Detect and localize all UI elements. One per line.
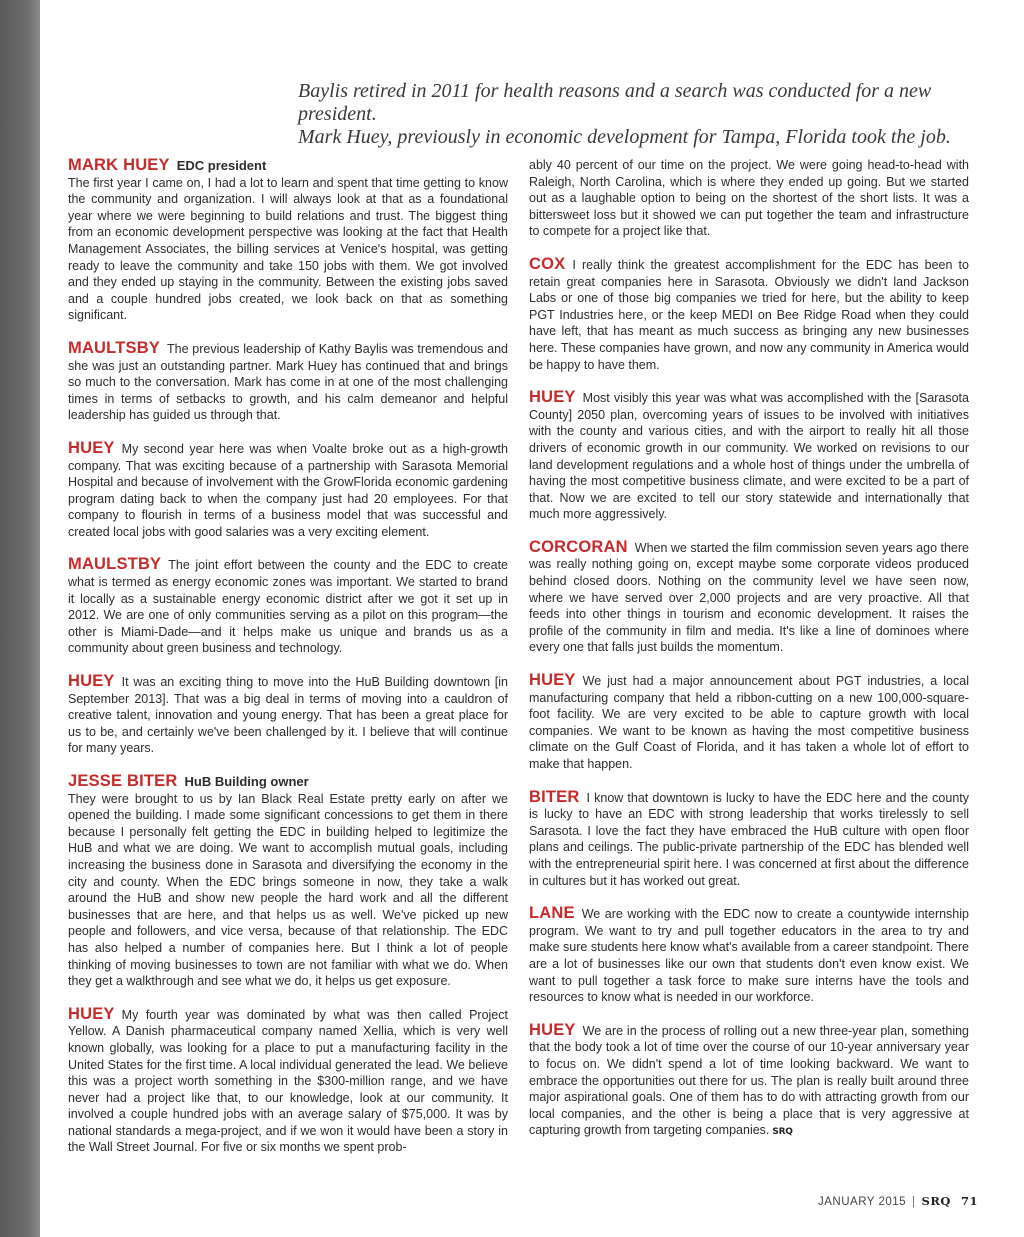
speaker-name: MAULTSBY [68,338,161,357]
left-column [68,157,508,1172]
quote-paragraph [529,389,969,523]
speaker-name: HUEY [529,388,576,407]
right-column [529,157,969,1157]
quote-paragraph [68,157,508,324]
speaker-role: EDC president [176,158,267,173]
paragraph-text: The previous leadership of Kathy Baylis was tremendous and she was just an outstanding partner. Mark Huey has continued that and brings so much to the conversation. Mark has come in at one of the most challenging times in terms of setbacks to growth, and his calm demeanor and helpful leadership has guided us through that. [68,341,508,423]
speaker-name: HUEY [529,1020,576,1039]
speaker-name: HUEY [529,671,576,690]
speaker-name: HUEY [68,672,115,691]
paragraph-text: The first year I came on, I had a lot to learn and spent that time getting to know the community and organization. I will always look at that as a foundational year where we were beginning to build relations and trust. The biggest thing from an economic development perspective was looking at the fact that Health Management Associates, the billing services at Venice's hospital, was getting ready to leave the community and take 150 jobs with them. We got involved and they ended up staying in the community. Between the existing jobs saved and a couple hundred jobs created, we look back on that as something significant. [68,175,508,323]
quote-paragraph [68,673,508,757]
paragraph-text: We are in the process of rolling out a new three-year plan, something that the body took a lot of time over the course of our 10-year anniversary year to focus on. We didn't spend a lot of time looking backward. We want to embrace the opportunities out there for us. The plan is really built around three major aspirational goals. One of them has to do with attracting growth from our local companies, and the other is being a place that is very aggressive at capturing growth from targeting companies. [529,1023,969,1138]
quote-paragraph [529,256,969,373]
speaker-name: CORCORAN [529,537,628,556]
paragraph-text: I really think the greatest accomplishment for the EDC has been to retain great companies here in Sarasota. Obviously we didn't land Jackson Labs or one of those big companies we tried for here, but the ability to keep PGT Industries here, or the keep MEDI on Bee Ridge Road when they could have left, that has meant as much success as bringing any new businesses here. These companies have grown, and now any community in America would be happy to have them. [529,257,969,372]
paragraph-text: It was an exciting thing to move into the HuB Building downtown [in September 2013]. That was a big deal in terms of moving into a cauldron of creative talent, innovation and young energy. That has been a great place for us to be, and certainly we've been challenged by it. I believe that will continue for many years. [68,675,508,756]
quote-paragraph [529,672,969,773]
quote-paragraph [68,340,508,424]
end-mark-logo: SRQ [772,1127,793,1138]
issue-date: JANUARY 2015 [818,1196,907,1208]
speaker-role: HuB Building owner [184,774,309,789]
speaker-name: HUEY [68,1004,115,1023]
speaker-name: MARK HUEY [68,156,170,174]
magazine-name: SRQ [921,1194,951,1208]
quote-paragraph [68,556,508,657]
speaker-name: COX [529,254,566,273]
quote-paragraph [68,1006,508,1156]
quote-paragraph [68,773,508,990]
paragraph-text: My fourth year was dominated by what was then called Project Yellow. A Danish pharmaceutical company named Xellia, which is very well known globally, was looking for a place to put a manufacturing facility in the United States for the first time. A local individual generated the lead. We believe this was a project worth something in the $300-million range, and we have never had a project like that, to our knowledge, look at our community. It involved a couple hundred jobs with an average salary of $75,000. It was by national standards a mega-project, and if we won it would have been a story in the Wall Street Journal. For five or six months we spent prob- [68,1007,508,1155]
speaker-name: MAULSTBY [68,555,162,574]
paragraph-text: We just had a major announcement about PGT industries, a local manufacturing company that held a ribbon-cutting on a new 100,000-square-foot facility. We are very excited to be able to capture growth with local companies. We want to be known as having the most competitive business climate on the Gulf Coast of Florida, and it has taken a whole lot of effort to make that happen. [529,674,969,771]
paragraph-text: My second year here was when Voalte broke out as a high-growth company. That was exciting because of a partnership with Sarasota Memorial Hospital and because of involvement with the GrowFlorida economic gardening program dating back to when the company just had 20 employees. For that company to flourish in terms of a business model that was successful and created local jobs with good salaries was a very exciting element. [68,441,508,539]
speaker-name: BITER [529,787,580,806]
paragraph-text: They were brought to us by Ian Black Real Estate pretty early on after we opened the building. I made some significant concessions to get them in there because I personally felt getting the EDC in building helped to legitimize the HuB and what we are doing. We want to accomplish mutual goals, including increasing the business done in Sarasota and diversifying the economy in the city and county. When the EDC brings someone in now, they take a walk around the HuB and show new people the hard work and all the different businesses that are here, and that helps us as well. We've picked up new people and followers, and vice versa, because of that relationship. The EDC has also helped a number of companies here. But I think a lot of people thinking of moving businesses to town are not familiar with what we do. When they get a walkthrough and see what we do, it helps us get exposure. [68,791,508,989]
paragraph-text: The joint effort between the county and the EDC to create what is termed as energy economic zones was important. We started to brand it locally as a sustainable energy economic district after we got it set up in 2012. We are one of only communities serving as a pilot on this program—the other is Miami-Dade—and it helps make us unique and brands us as a community about green business and technology. [68,558,508,656]
paragraph-text: I know that downtown is lucky to have the EDC here and the county is lucky to have an EDC with strong leadership that works tirelessly to sell Sarasota. I love the fact they have embraced the HuB culture with open floor plans and ceilings. The public-private partnership of the EDC has blended well with the entrepreneurial spirit here. I was concerned at first about the difference in cultures but it has worked out great. [529,790,969,888]
folio-separator: | [912,1196,916,1208]
quote-paragraph [68,440,508,541]
pull-quote-line-1: Baylis retired in 2011 for health reasons and a search was conducted for a new president. [298,80,932,125]
page-folio [818,1194,988,1208]
quote-paragraph [529,905,969,1006]
pull-quote [298,80,988,149]
continued-paragraph: ably 40 percent of our time on the project. We were going head-to-head with Raleigh, North Carolina, which is where they ended up going. But we started out as a laughable option to being on the shortest of the short lists. It was a bittersweet loss but it showed we can put together the team and infrastructure to compete for a project like that. [529,158,969,239]
speaker-name: LANE [529,904,575,923]
quote-paragraph [529,539,969,656]
paragraph-text: We are working with the EDC now to create a countywide internship program. We want to try and pull together educators in the area to try and make sure students here know what's available from a career standpoint. There are a lot of businesses like our own that students don't even know exist. We want to pull together a task force to make sure interns have the tools and resources to know what is needed in our workforce. [529,907,969,1005]
page-number: 71 [960,1194,978,1208]
quote-paragraph [529,789,969,890]
speaker-name: JESSE BITER [68,772,178,790]
speaker-name: HUEY [68,438,115,457]
paragraph-text: When we started the film commission seven years ago there was really nothing going on, except maybe some corporate videos produced behind closed doors. Nothing on the community level we have seen now, where we have served over 2,000 projects and are very proactive. All that feeds into other things in tourism and economic development. It raises the profile of the community in film and media. It's like a line of dominoes where every one that falls just builds the momentum. [529,540,969,655]
quote-paragraph [529,1022,969,1141]
pull-quote-line-2: Mark Huey, previously in economic development for Tampa, Florida took the job. [298,126,951,148]
paragraph-text: Most visibly this year was what was accomplished with the [Sarasota County] 2050 plan, overcoming years of issues to be involved with initiatives with the county and various cities, and with the airport to really hit all those drivers of economic growth in our community. We worked on revisions to our land development regulations and a whole host of things under the umbrella of having the most competitive business climate, and were excited to be a part of that. Now we are excited to tell our story statewide and internationally that much more aggressively. [529,391,969,522]
binding-spine [0,0,40,1237]
